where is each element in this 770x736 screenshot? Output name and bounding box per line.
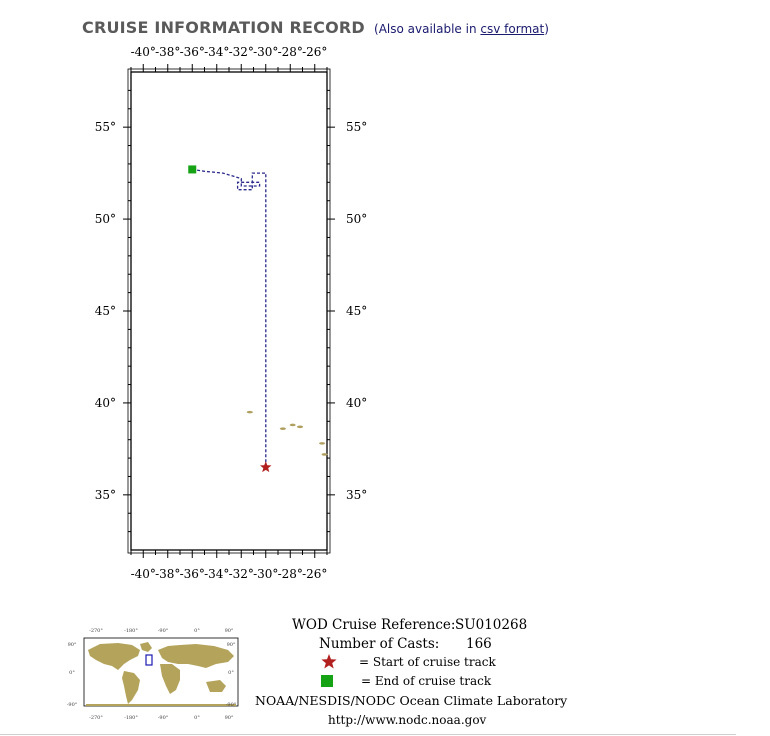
lon-top-label: -30° xyxy=(253,45,279,59)
lon-top-labels xyxy=(131,45,328,59)
lat-left-labels xyxy=(95,120,116,502)
inset-right-label: 0° xyxy=(228,670,234,676)
inset-top-label: -180° xyxy=(124,628,138,634)
lon-bottom-label: -26° xyxy=(302,567,328,581)
land-speck xyxy=(297,426,303,429)
lon-top-label: -34° xyxy=(204,45,230,59)
inset-right-label: -90° xyxy=(225,702,237,708)
legend-reference-value: SU010268 xyxy=(455,617,528,633)
lon-bottom-label: -32° xyxy=(228,567,254,581)
lat-right-label: 55° xyxy=(346,120,368,135)
lon-bottom-label: -36° xyxy=(179,567,205,581)
legend-casts-value: 166 xyxy=(466,636,492,652)
lon-bottom-label: -38° xyxy=(155,567,181,581)
lat-right-label: 35° xyxy=(346,487,368,502)
legend-reference-label: WOD Cruise Reference: xyxy=(292,617,456,633)
lon-bottom-label: -30° xyxy=(253,567,279,581)
lat-right-label: 50° xyxy=(346,212,368,227)
csv-note-prefix: (Also available in xyxy=(374,22,477,36)
inset-world-map xyxy=(67,628,238,721)
lon-bottom-label: -34° xyxy=(204,567,230,581)
inset-left-label: 0° xyxy=(69,670,75,676)
lat-right-label: 40° xyxy=(346,395,368,410)
legend-casts-label: Number of Casts: xyxy=(319,636,440,652)
lon-top-label: -38° xyxy=(155,45,181,59)
lon-bottom-label: -40° xyxy=(130,567,156,581)
csv-note-suffix: ) xyxy=(544,22,549,36)
map-frame xyxy=(131,72,327,550)
inset-cruise-area-box xyxy=(146,655,152,665)
end-marker-square xyxy=(188,165,196,173)
legend-end-square-icon xyxy=(321,675,333,687)
inset-left-labels xyxy=(67,642,78,708)
land-speck xyxy=(247,411,253,414)
inset-bottom-label: -270° xyxy=(89,715,103,721)
lon-bottom-labels xyxy=(131,567,328,581)
inset-top-label: 90° xyxy=(224,628,234,634)
inset-bottom-label: 90° xyxy=(224,715,234,721)
land-speck xyxy=(319,442,325,445)
inset-top-label: -270° xyxy=(89,628,103,634)
lat-left-label: 50° xyxy=(94,212,116,227)
inset-left-label: 90° xyxy=(67,642,77,648)
page-title: CRUISE INFORMATION RECORD xyxy=(82,18,365,37)
csv-format-link[interactable]: csv format xyxy=(480,22,545,36)
land-speck xyxy=(280,427,286,430)
lon-top-label: -32° xyxy=(228,45,254,59)
legend-url: http://www.nodc.noaa.gov xyxy=(328,713,487,727)
inset-bottom-labels xyxy=(89,715,234,721)
inset-bottom-label: -180° xyxy=(124,715,138,721)
lat-left-label: 35° xyxy=(94,487,116,502)
inset-top-labels xyxy=(89,628,234,634)
lon-bottom-label: -28° xyxy=(277,567,303,581)
lon-top-label: -40° xyxy=(130,45,156,59)
legend-lab-name: NOAA/NESDIS/NODC Ocean Climate Laboratory xyxy=(255,693,568,708)
inset-bottom-label: -90° xyxy=(157,715,169,721)
legend-start-star-icon xyxy=(321,654,336,669)
inset-bottom-label: 0° xyxy=(194,715,200,721)
inset-right-label: 90° xyxy=(226,642,236,648)
lon-top-label: -26° xyxy=(302,45,328,59)
legend-end-label: = End of cruise track xyxy=(361,674,492,688)
lat-right-labels xyxy=(346,120,367,502)
lon-top-label: -36° xyxy=(179,45,205,59)
lat-right-label: 45° xyxy=(346,304,368,318)
legend-start-label: = Start of cruise track xyxy=(359,655,496,669)
inset-top-label: 0° xyxy=(194,628,200,634)
inset-left-label: -90° xyxy=(66,702,78,708)
land-speck xyxy=(290,424,296,427)
land-speck xyxy=(322,453,328,456)
lat-left-label: 45° xyxy=(94,304,116,318)
inset-antarctica xyxy=(86,704,236,706)
lat-left-label: 40° xyxy=(94,395,116,410)
legend xyxy=(255,617,568,727)
bottom-divider xyxy=(0,734,736,735)
inset-top-label: -90° xyxy=(157,628,169,634)
lon-top-label: -28° xyxy=(277,45,303,59)
lat-left-label: 55° xyxy=(94,120,116,135)
